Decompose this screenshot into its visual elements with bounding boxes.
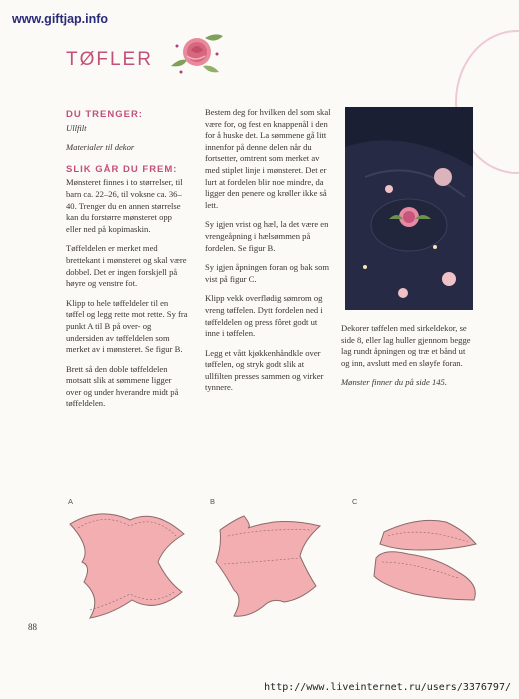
pattern-note: Mønster finner du på side 145.	[341, 377, 447, 388]
figure-label-b: B	[210, 497, 216, 506]
you-need-heading: DU TRENGER:	[66, 109, 143, 120]
paragraph: Mønsteret finnes i to størrelser, til barn ca. 22–26, til voksne ca. 36–40. Trenger du en annen størrelse kan du forstørre mønsteret opp eller ned på kopimaskin.	[66, 177, 183, 234]
you-need-item: Materialer til dekor	[66, 142, 135, 153]
figure-label-c: C	[352, 497, 358, 506]
paragraph: Klipp to hele tøffeldeler til en tøffel og legg rette mot rette. Sy fra punkt A til B på over- og undersiden av tøffeldelen som merket av i mønsteret. Se figur B.	[66, 297, 188, 355]
figure-a-slipper-pattern	[60, 500, 202, 628]
paragraph: Tøffeldelen er merket med brettekant i mønsteret og skal være dobbel. Det er ingen forskjell på høyre og venstre fot.	[66, 243, 187, 289]
figure-label-a: A	[68, 497, 74, 506]
figure-c-slipper-finished	[348, 500, 488, 628]
paragraph: Legg et vått kjøkkenhåndkle over tøffelen, og stryk godt slik at ullfilten presses sammen og virker tynnere.	[205, 347, 324, 393]
how-to-heading: SLIK GÅR DU FREM:	[66, 163, 178, 175]
figure-b-slipper-sewn	[204, 500, 334, 628]
column-3	[341, 323, 473, 397]
paragraph: Brett så den doble tøffeldelen motsatt slik at sømmene ligger over og under hverandre midt på tøffeldelen.	[66, 363, 179, 409]
watermark-bottom: http://www.liveinternet.ru/users/3376797/	[264, 682, 511, 693]
rose-illustration-icon	[165, 28, 227, 80]
column-2	[205, 107, 332, 402]
paragraph: Dekorer tøffelen med sirkeldekor, se side 8, eller lag huller gjennom begge lag rundt åpningen og træ et bånd ut og inn, avslutt med en sløyfe foran.	[341, 323, 471, 368]
paragraph: Bestem deg for hvilken del som skal være for, og fest en knappenål i den for å huske det. La sømmene gå litt innenfor på denne delen når du fortsetter, omtrent som merket av med stiplet linje i mønsteret. Det er lurt at fordelen blir noe mindre, da ligger den penere og krøller ikke så lett.	[205, 107, 331, 210]
page-number: 88	[28, 622, 37, 632]
slipper-photo-icon	[345, 107, 473, 310]
slipper-photo	[345, 107, 473, 310]
you-need-item: Ullfilt	[66, 122, 87, 133]
column-1	[66, 109, 188, 418]
watermark-top: www.giftjap.info	[12, 12, 109, 26]
page-title: TØFLER	[66, 49, 153, 70]
paragraph: Sy igjen åpningen foran og bak som vist på figur C.	[205, 262, 330, 284]
paragraph: Sy igjen vrist og hæl, la det være en vrengeåpning i hælsømmen på fordelen. Se figur B.	[205, 219, 329, 253]
paragraph: Klipp vekk overflødig sømrom og vreng tøffelen. Dytt fordelen ned i tøffeldelen og press fôret godt ut inne i tøffelen.	[205, 293, 323, 339]
